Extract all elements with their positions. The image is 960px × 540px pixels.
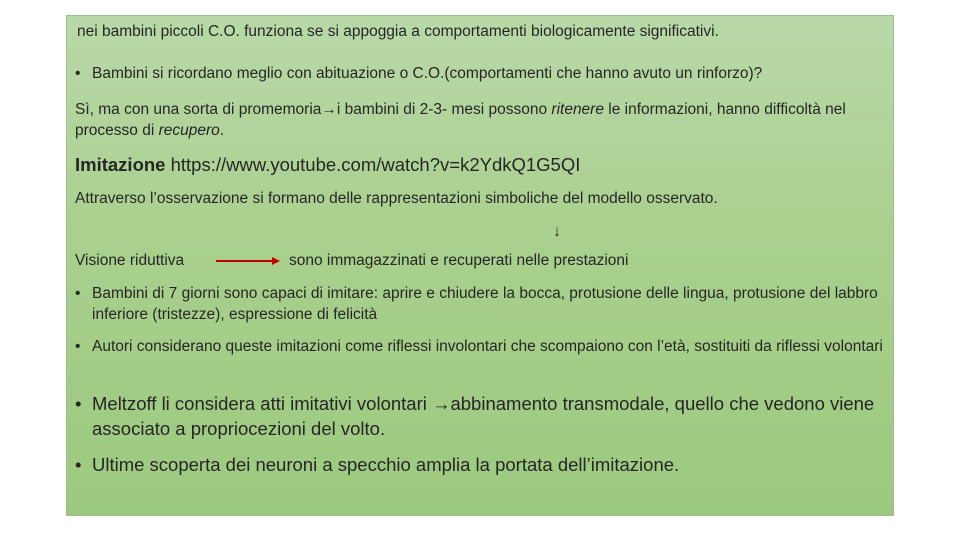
- bullet-text: Autori considerano queste imitazioni come riflessi involontari che scompaiono con l’età, sostituiti da riflessi volontari: [92, 338, 883, 355]
- italic-recupero: recupero: [158, 122, 220, 139]
- right-arrow-icon: [216, 255, 280, 267]
- bullet-text: Bambini di 7 giorni sono capaci di imitare: aprire e chiudere la bocca, protusione delle lingua, protusione del labbro inferiore (tristezze), espressione di felicità: [92, 285, 878, 323]
- youtube-link[interactable]: https://www.youtube.com/watch?v=k2YdkQ1G5QI: [165, 154, 581, 175]
- imitation-label: Imitazione: [75, 154, 166, 175]
- bullet-reflexes: [75, 336, 887, 357]
- bullet-dot: •: [75, 393, 82, 414]
- content-panel: [66, 15, 894, 516]
- memory-paragraph: [75, 99, 887, 141]
- bullet-mirror-neurons: [75, 452, 887, 477]
- paragraph-text: le informazioni, hanno difficoltà nel processo di: [75, 101, 846, 139]
- bullet-text: Meltzoff li considera atti imitativi volontari →abbinamento transmodale, quello che vedono viene associato a propriocezioni del volto.: [92, 393, 875, 439]
- imitation-heading: [75, 153, 887, 177]
- observation-line: Attraverso l’osservazione si formano delle rappresentazioni simboliche del modello osservato.: [75, 190, 718, 207]
- bullet-habituation: [75, 63, 887, 84]
- down-arrow: ↓: [553, 223, 561, 240]
- bullet-dot: •: [75, 65, 81, 82]
- bullet-newborn-imitation: [75, 283, 887, 325]
- bullet-dot: •: [75, 338, 81, 355]
- bullet-dot: •: [75, 285, 81, 302]
- sono-line: sono immagazzinati e recuperati nelle prestazioni: [289, 252, 629, 269]
- bullet-dot: •: [75, 454, 82, 475]
- paragraph-text: .: [219, 122, 225, 139]
- bullet-text: Ultime scoperta dei neuroni a specchio amplia la portata dell’imitazione.: [92, 454, 680, 475]
- visione-label: Visione riduttiva: [75, 252, 185, 269]
- paragraph-text: Sì, ma con una sorta di promemoria→i bambini di 2-3- mesi possono: [75, 101, 552, 118]
- intro-line: nei bambini piccoli C.O. funziona se si appoggia a comportamenti biologicamente significativi.: [77, 23, 719, 40]
- bullet-meltzoff: [75, 391, 887, 441]
- bullet-text: Bambini si ricordano meglio con abituazione o C.O.(comportamenti che hanno avuto un rinforzo)?: [92, 65, 763, 82]
- italic-ritenere: ritenere: [551, 101, 604, 118]
